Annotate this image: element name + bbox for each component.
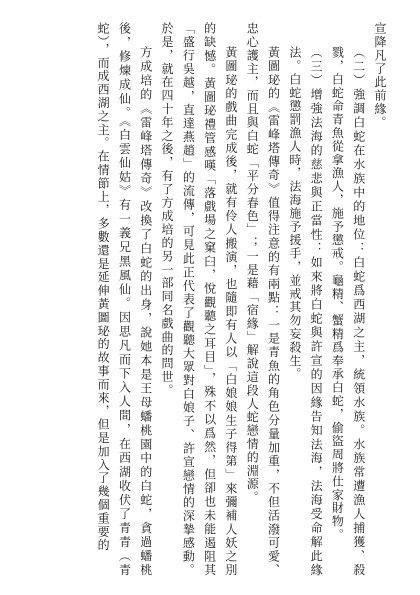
paragraph-performance-history: 黃圖珌的戲曲完成後，就有伶人搬演，也隨即有人以「白娘娘生子得第」來彌補人妖之別的缺憾。黃圖珌禮管感嘆「落戲場之窠臼，悅觀聽之耳目」，殊不以爲然，但卻也未能遏阻其「盛行吳越，直達燕趙」的流傳，可見此正代表了觀聽大眾對白娘子、許宣戀情的深摯感動。於是，就在四十年之後，有了方成培的另一部同名戲曲的問世。 bbox=[160, 22, 238, 577]
paragraph-fang-version: 方成培的《雷峰塔傳奇》改換了白蛇的出身，說她本是王母蟠桃園中的白蛇，貪過蟠桃後，修煉成仙。《白雲仙姑》有一義兄黑風仙。因思凡而下入人間，在西湖收伏了青青（青蛇），而成西湖之主。在情節上，多數還是延伸黃圖珌的故事而來，但是加入了幾個重要的 bbox=[96, 22, 153, 577]
paragraph-point-three: （三）增強法海的慈悲與正當性：如來將白蛇與許宣的因緣告知法海，法海受命解此緣法。白蛇懲罰漁人時，法海施予援手，並戒其勿妄殺生。 bbox=[287, 46, 324, 577]
vertical-text-body bbox=[30, 22, 390, 577]
paragraph-closing-line: 宣降凡了此前緣。 bbox=[373, 22, 387, 130]
paragraph-point-two: （二）強調白蛇在水族中的地位：白蛇爲西湖之主，統領水族。水族常遭漁人捕獲、殺戮，白蛇命青魚從拿漁人，施予懲戒。龜精、蟹精爲奉承白蛇，偷盜周將仕家財物。 bbox=[330, 46, 366, 577]
paragraph-huang-summary: 黃圖珌的《雷峰塔傳奇》值得注意的有兩點：一是青魚的角色分量加重，不但活潑可愛、忠心護主，而且與白蛇「平分春色」；一是藉「宿緣」解說這段人蛇戀情的淵源。 bbox=[245, 22, 281, 577]
